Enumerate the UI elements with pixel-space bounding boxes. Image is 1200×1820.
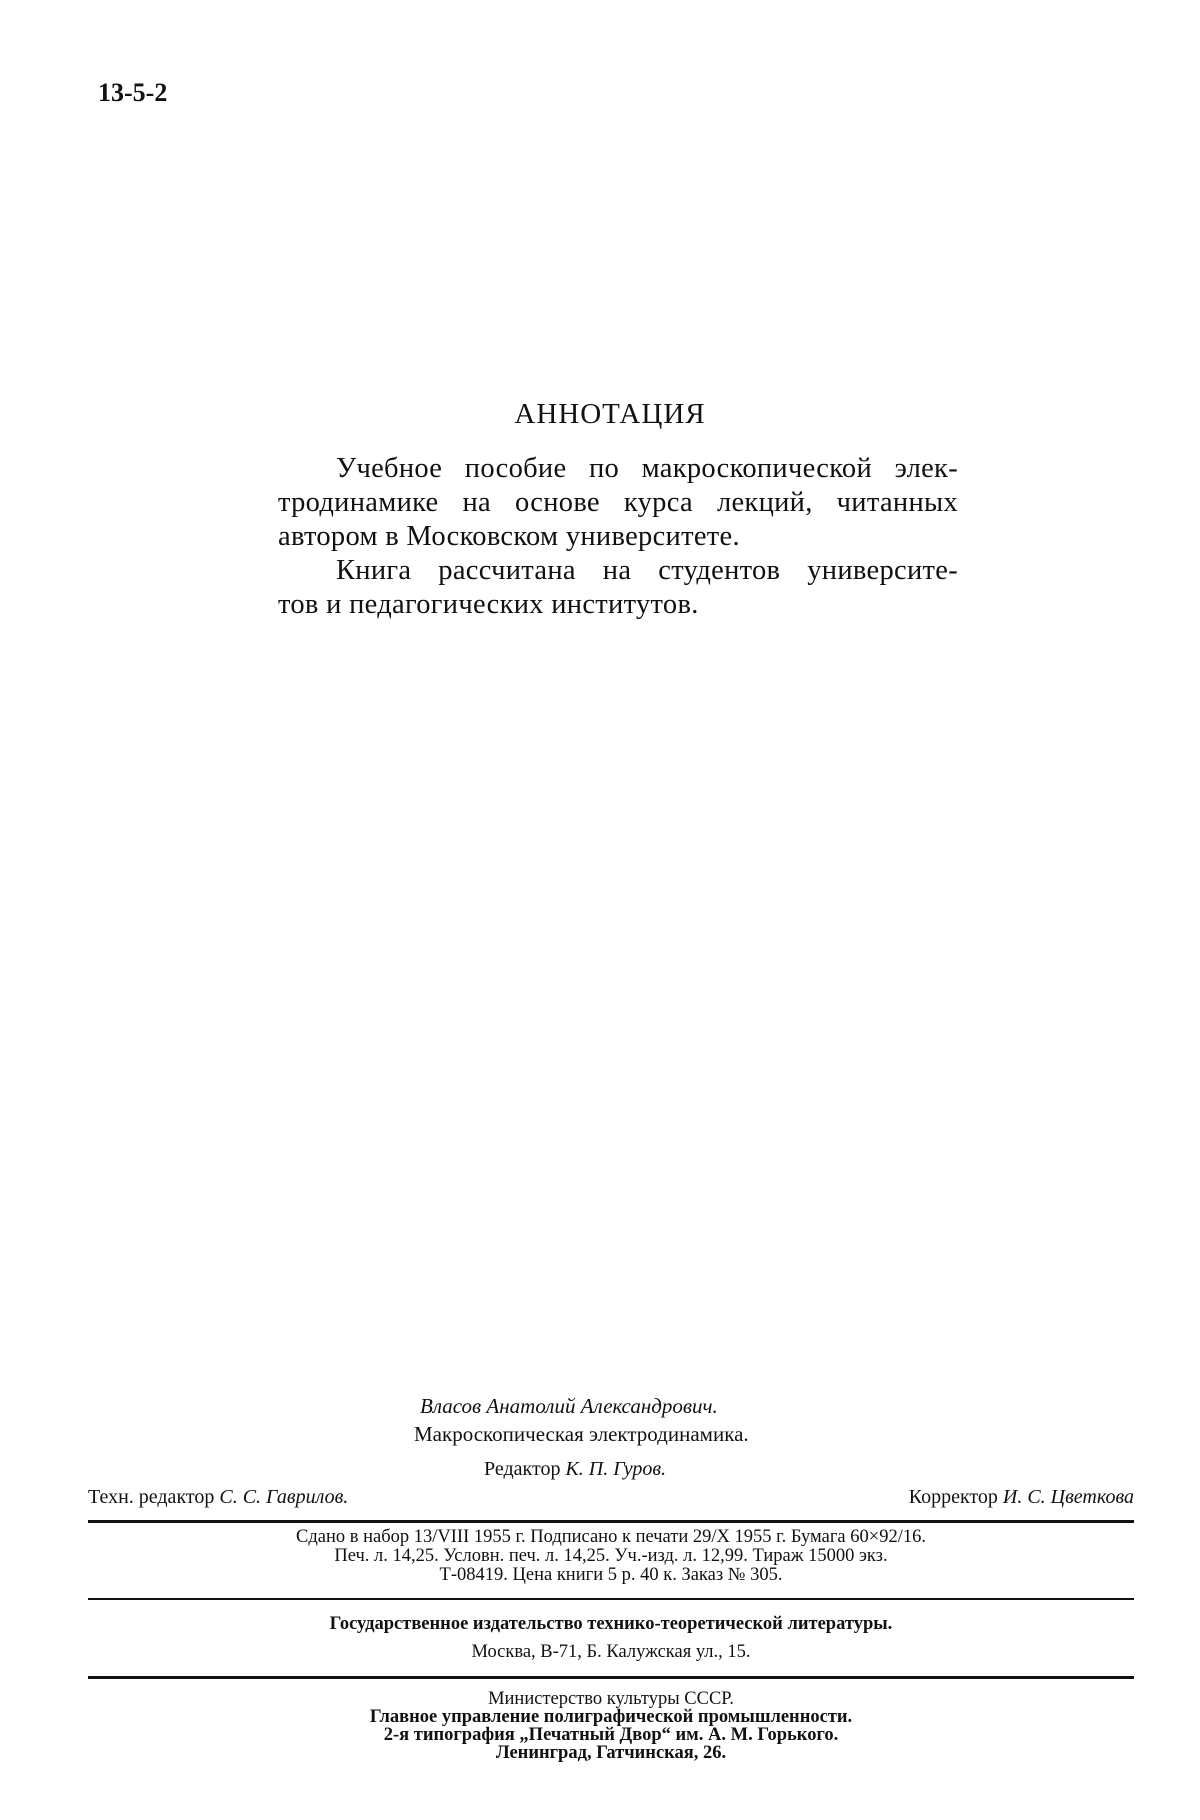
editor-label: Редактор [484,1458,561,1480]
tech-editor-credit [88,1486,348,1509]
printer-line: Министерство культуры СССР. [488,1689,734,1709]
publisher-line: Государственное издательство технико-теоретической литературы. [329,1614,893,1634]
print-details-line: Т-08419. Цена книги 5 р. 40 к. Заказ № 305. [439,1565,783,1585]
corrector-label: Корректор [908,1486,998,1508]
editor-credit [484,1458,666,1481]
tech-editor-name: С. С. Гаврилов. [219,1486,349,1508]
divider [88,1520,1134,1523]
imprint-book-title: Макроскопическая электродинамика. [414,1422,749,1446]
corrector-credit [909,1486,1134,1509]
annotation-title: АННОТАЦИЯ [514,398,706,430]
annotation-line: тродинамике на основе курса лекций, читанных [278,487,958,518]
tech-editor-label: Техн. редактор [88,1486,215,1508]
publisher-info [88,1610,1134,1666]
print-details [88,1528,1134,1585]
staff-credits [88,1458,1134,1516]
imprint-author: Власов Анатолий Александрович. [420,1394,718,1418]
annotation-body [278,452,958,622]
annotation-line: Учебное пособие по макроскопической элек- [336,453,958,484]
printer-line: Ленинград, Гатчинская, 26. [495,1743,727,1763]
printer-info [88,1690,1134,1762]
page-code: 13-5-2 [98,78,168,107]
print-details-line: Печ. л. 14,25. Условн. печ. л. 14,25. Уч.-изд. л. 12,99. Тираж 15000 экз. [334,1546,888,1566]
annotation-line: тов и педагогических институтов. [278,589,699,620]
print-details-line: Сдано в набор 13/VIII 1955 г. Подписано к печати 29/X 1955 г. Бумага 60×92/16. [296,1527,926,1547]
printer-line: 2-я типография „Печатный Двор“ им. А. М. Горького. [383,1725,839,1745]
corrector-name: И. С. Цветкова [1002,1486,1134,1508]
printer-line: Главное управление полиграфической промышленности. [369,1707,853,1727]
divider [88,1598,1134,1600]
publisher-line: Москва, В-71, Б. Калужская ул., 15. [471,1642,751,1662]
editor-name: К. П. Гуров. [565,1458,667,1480]
annotation-line: Книга рассчитана на студентов университе- [336,555,958,586]
divider [88,1676,1134,1679]
annotation-line: автором в Московском университете. [278,521,740,552]
